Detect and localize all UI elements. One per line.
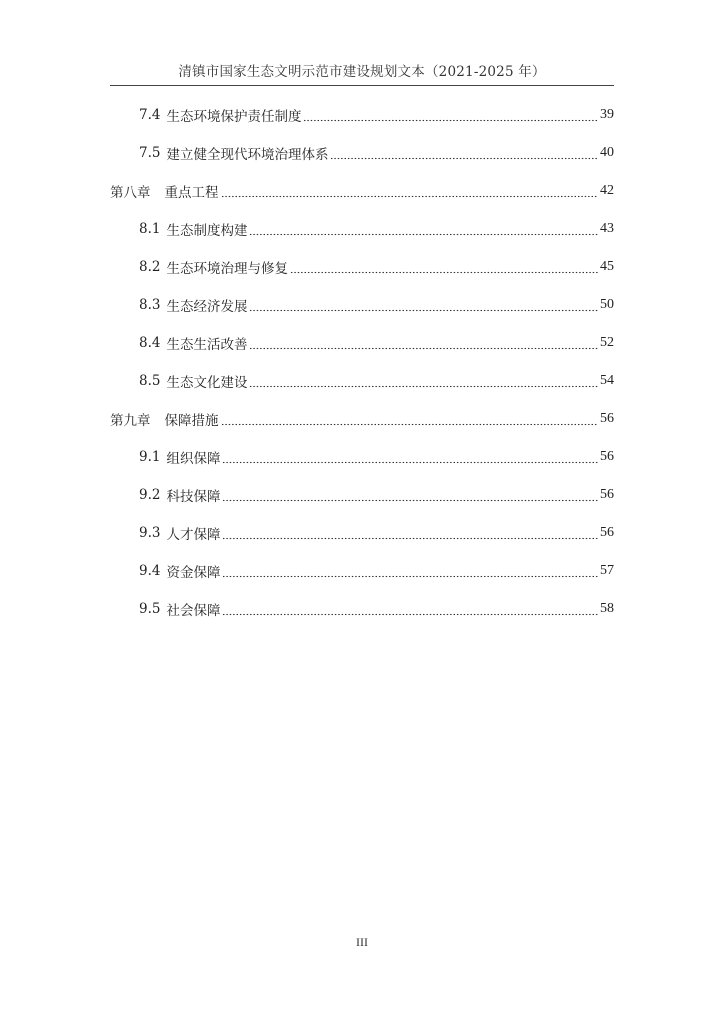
toc-entry-page: 54 — [600, 373, 614, 388]
toc-entry-title: 生态经济发展 — [166, 299, 248, 315]
toc-entry-title: 人才保障 — [166, 527, 221, 543]
toc-entry-page: 56 — [600, 487, 614, 502]
toc-entry[interactable] — [110, 476, 614, 514]
dot-leader — [222, 488, 598, 502]
toc-chapter-title: 保障措施 — [164, 413, 219, 429]
toc-entry[interactable] — [110, 514, 614, 552]
toc-entry-page: 52 — [600, 335, 614, 350]
toc-entry-number: 8.1 — [139, 221, 161, 237]
toc-entry-page: 50 — [600, 297, 614, 312]
running-header: 清镇市国家生态文明示范市建设规划文本（2021-2025 年） — [178, 64, 546, 80]
header-rule — [110, 85, 614, 86]
toc-entry-page: 58 — [600, 601, 614, 616]
page-number: III — [356, 935, 368, 949]
toc-entry-number: 8.5 — [139, 373, 161, 389]
toc-entry-number: 8.4 — [139, 335, 161, 351]
toc-entry[interactable] — [110, 438, 614, 476]
dot-leader — [221, 412, 599, 426]
dot-leader — [222, 602, 598, 616]
dot-leader — [290, 260, 598, 274]
toc-entry-title: 生态文化建设 — [166, 375, 248, 391]
dot-leader — [249, 374, 598, 388]
dot-leader — [249, 222, 598, 236]
dot-leader — [222, 564, 598, 578]
dot-leader — [249, 298, 598, 312]
table-of-contents — [110, 96, 614, 628]
toc-entry-page: 42 — [600, 183, 614, 198]
toc-entry-number: 8.2 — [139, 259, 161, 275]
toc-entry-title: 组织保障 — [166, 451, 221, 467]
toc-entry-page: 45 — [600, 259, 614, 274]
toc-entry-title: 资金保障 — [166, 565, 221, 581]
dot-leader — [303, 108, 598, 122]
dot-leader — [222, 526, 598, 540]
toc-entry[interactable] — [110, 96, 614, 134]
dot-leader — [221, 184, 599, 198]
toc-chapter-number: 第九章 — [110, 413, 151, 429]
toc-entry-title: 生态制度构建 — [166, 223, 248, 239]
toc-entry-number: 9.4 — [139, 563, 161, 579]
toc-entry-page: 56 — [600, 411, 614, 426]
toc-entry[interactable] — [110, 210, 614, 248]
toc-entry[interactable] — [110, 248, 614, 286]
toc-entry-title: 生态环境治理与修复 — [166, 261, 288, 277]
toc-entry-page: 57 — [600, 563, 614, 578]
toc-entry[interactable] — [110, 134, 614, 172]
toc-entry-title: 建立健全现代环境治理体系 — [166, 147, 329, 163]
dot-leader — [330, 146, 598, 160]
toc-entry-page: 56 — [600, 449, 614, 464]
toc-entry[interactable] — [110, 362, 614, 400]
toc-entry-number: 9.1 — [139, 449, 161, 465]
toc-chapter-number: 第八章 — [110, 185, 151, 201]
toc-entry[interactable] — [110, 552, 614, 590]
toc-entry[interactable] — [110, 286, 614, 324]
toc-chapter-title: 重点工程 — [164, 185, 219, 201]
toc-entry-page: 39 — [600, 107, 614, 122]
toc-entry-number: 7.5 — [139, 145, 161, 161]
toc-chapter-entry[interactable] — [110, 172, 614, 210]
toc-entry[interactable] — [110, 590, 614, 628]
toc-entry-title: 生态生活改善 — [166, 337, 248, 353]
toc-entry-number: 8.3 — [139, 297, 161, 313]
dot-leader — [222, 450, 598, 464]
dot-leader — [249, 336, 598, 350]
toc-entry[interactable] — [110, 324, 614, 362]
toc-entry-title: 社会保障 — [166, 603, 221, 619]
toc-entry-page: 43 — [600, 221, 614, 236]
toc-entry-number: 7.4 — [139, 107, 161, 123]
toc-entry-title: 科技保障 — [166, 489, 221, 505]
toc-entry-number: 9.3 — [139, 525, 161, 541]
toc-entry-title: 生态环境保护责任制度 — [166, 109, 302, 125]
toc-chapter-entry[interactable] — [110, 400, 614, 438]
toc-entry-page: 40 — [600, 145, 614, 160]
toc-entry-number: 9.5 — [139, 601, 161, 617]
toc-entry-number: 9.2 — [139, 487, 161, 503]
toc-entry-page: 56 — [600, 525, 614, 540]
